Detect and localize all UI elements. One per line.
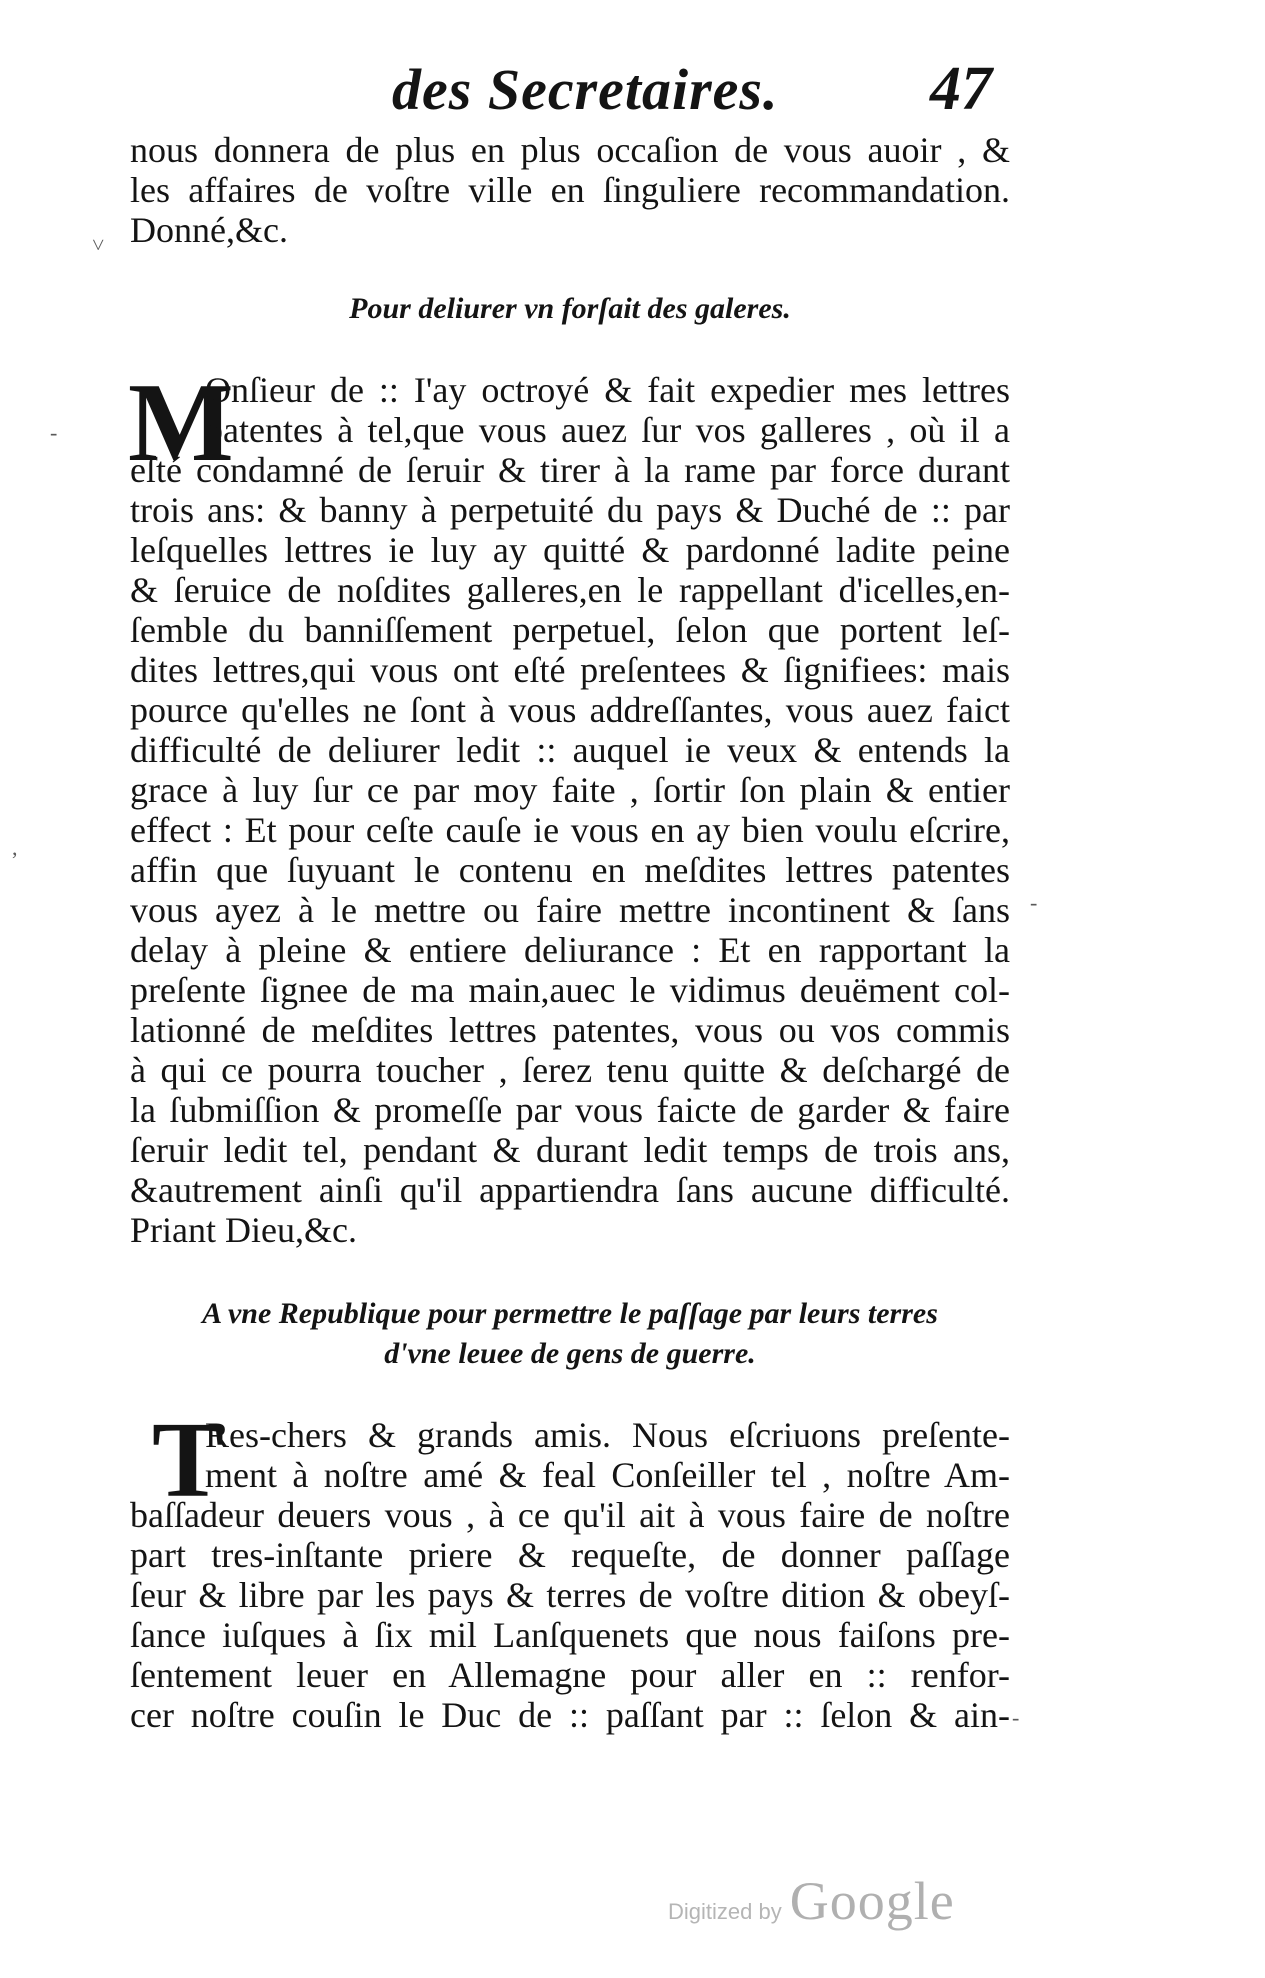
drop-cap: M: [128, 361, 234, 485]
text-line: ſentement leuer en Allemagne pour aller en :: renfor-: [130, 1655, 1010, 1695]
text-line: Donné,&c.: [130, 210, 288, 250]
text-line: eſté condamné de ſeruir & tirer à la rame par force durant: [130, 450, 1010, 490]
google-logo: Google: [789, 1871, 955, 1931]
text-line: &autrement ainſi qu'il appartiendra ſans aucune difficulté.: [130, 1170, 1010, 1210]
page-number: 47: [930, 55, 992, 123]
text-line: Onſieur de :: I'ay octroyé & fait expedier mes lettres: [205, 370, 1010, 410]
margin-mark: -: [50, 420, 58, 445]
margin-mark: ˅: [92, 232, 105, 257]
text-line: effect : Et pour ceſte cauſe ie vous en ay bien voulu eſcrire,: [130, 810, 1010, 850]
text-line: ment à noſtre amé & feal Conſeiller tel , noſtre Am-: [205, 1455, 1010, 1495]
text-line: Res-chers & grands amis. Nous eſcriuons preſente-: [205, 1415, 1010, 1455]
running-head: [0, 50, 1265, 130]
text-line: ſance iuſques à ſix mil Lanſquenets que nous faiſons pre-: [130, 1615, 1010, 1655]
text-line: & ſeruice de noſdites galleres,en le rappellant d'icelles,en-: [130, 570, 1010, 610]
text-line: baſſadeur deuers vous , à ce qu'il ait à vous faire de noſtre: [130, 1495, 1010, 1535]
section-heading: d'vne leuee de gens de guerre.: [384, 1337, 756, 1370]
text-line: patentes à tel,que vous auez ſur vos galleres , où il a: [205, 410, 1010, 450]
text-line: grace à luy ſur ce par moy faite , ſortir ſon plain & entier: [130, 770, 1010, 810]
text-line: leſquelles lettres ie luy ay quitté & pardonné ladite peine: [130, 530, 1010, 570]
text-line: ſeruir ledit tel, pendant & durant ledit temps de trois ans,: [130, 1130, 1010, 1170]
digitized-by-google-watermark: [668, 1870, 955, 1932]
text-line: cer noſtre couſin le Duc de :: paſſant par :: ſelon & ain-: [130, 1695, 1010, 1735]
text-line: pource qu'elles ne ſont à vous addreſſantes, vous auez faict: [130, 690, 1010, 730]
drop-cap: T: [152, 1401, 225, 1520]
text-line: Priant Dieu,&c.: [130, 1210, 357, 1250]
margin-mark: -: [1030, 890, 1038, 915]
text-line: la ſubmiſſion & promeſſe par vous faicte de garder & faire: [130, 1090, 1010, 1130]
text-line: les affaires de voſtre ville en ſinguliere recommandation.: [130, 170, 1010, 210]
text-line: trois ans: & banny à perpetuité du pays & Duché de :: par: [130, 490, 1010, 530]
text-line: nous donnera de plus en plus occaſion de vous auoir , &: [130, 130, 1010, 170]
section-heading: Pour deliurer vn forſait des galeres.: [349, 292, 791, 325]
text-line: affin que ſuyuant le contenu en meſdites lettres patentes: [130, 850, 1010, 890]
text-line: preſente ſignee de ma main,auec le vidimus deuëment col-: [130, 970, 1010, 1010]
text-line: ſemble du banniſſement perpetuel, ſelon que portent leſ-: [130, 610, 1010, 650]
running-title: des Secretaires.: [392, 57, 779, 122]
text-line: delay à pleine & entiere deliurance : Et en rapportant la: [130, 930, 1010, 970]
text-line: à qui ce pourra toucher , ſerez tenu quitte & deſchargé de: [130, 1050, 1010, 1090]
text-line: dites lettres,qui vous ont eſté preſentees & ſignifiees: mais: [130, 650, 1010, 690]
margin-mark: ,: [12, 835, 18, 860]
digitized-by-label: Digitized by: [668, 1899, 782, 1924]
text-line: difficulté de deliurer ledit :: auquel ie veux & entends la: [130, 730, 1010, 770]
text-line: vous ayez à le mettre ou faire mettre incontinent & ſans: [130, 890, 1010, 930]
text-line: ſeur & libre par les pays & terres de voſtre dition & obeyſ-: [130, 1575, 1010, 1615]
margin-mark: -: [1012, 1705, 1020, 1730]
text-line: lationné de meſdites lettres patentes, vous ou vos commis: [130, 1010, 1010, 1050]
text-line: part tres-inſtante priere & requeſte, de donner paſſage: [130, 1535, 1010, 1575]
section-heading: A vne Republique pour permettre le paſſage par leurs terres: [202, 1297, 938, 1330]
